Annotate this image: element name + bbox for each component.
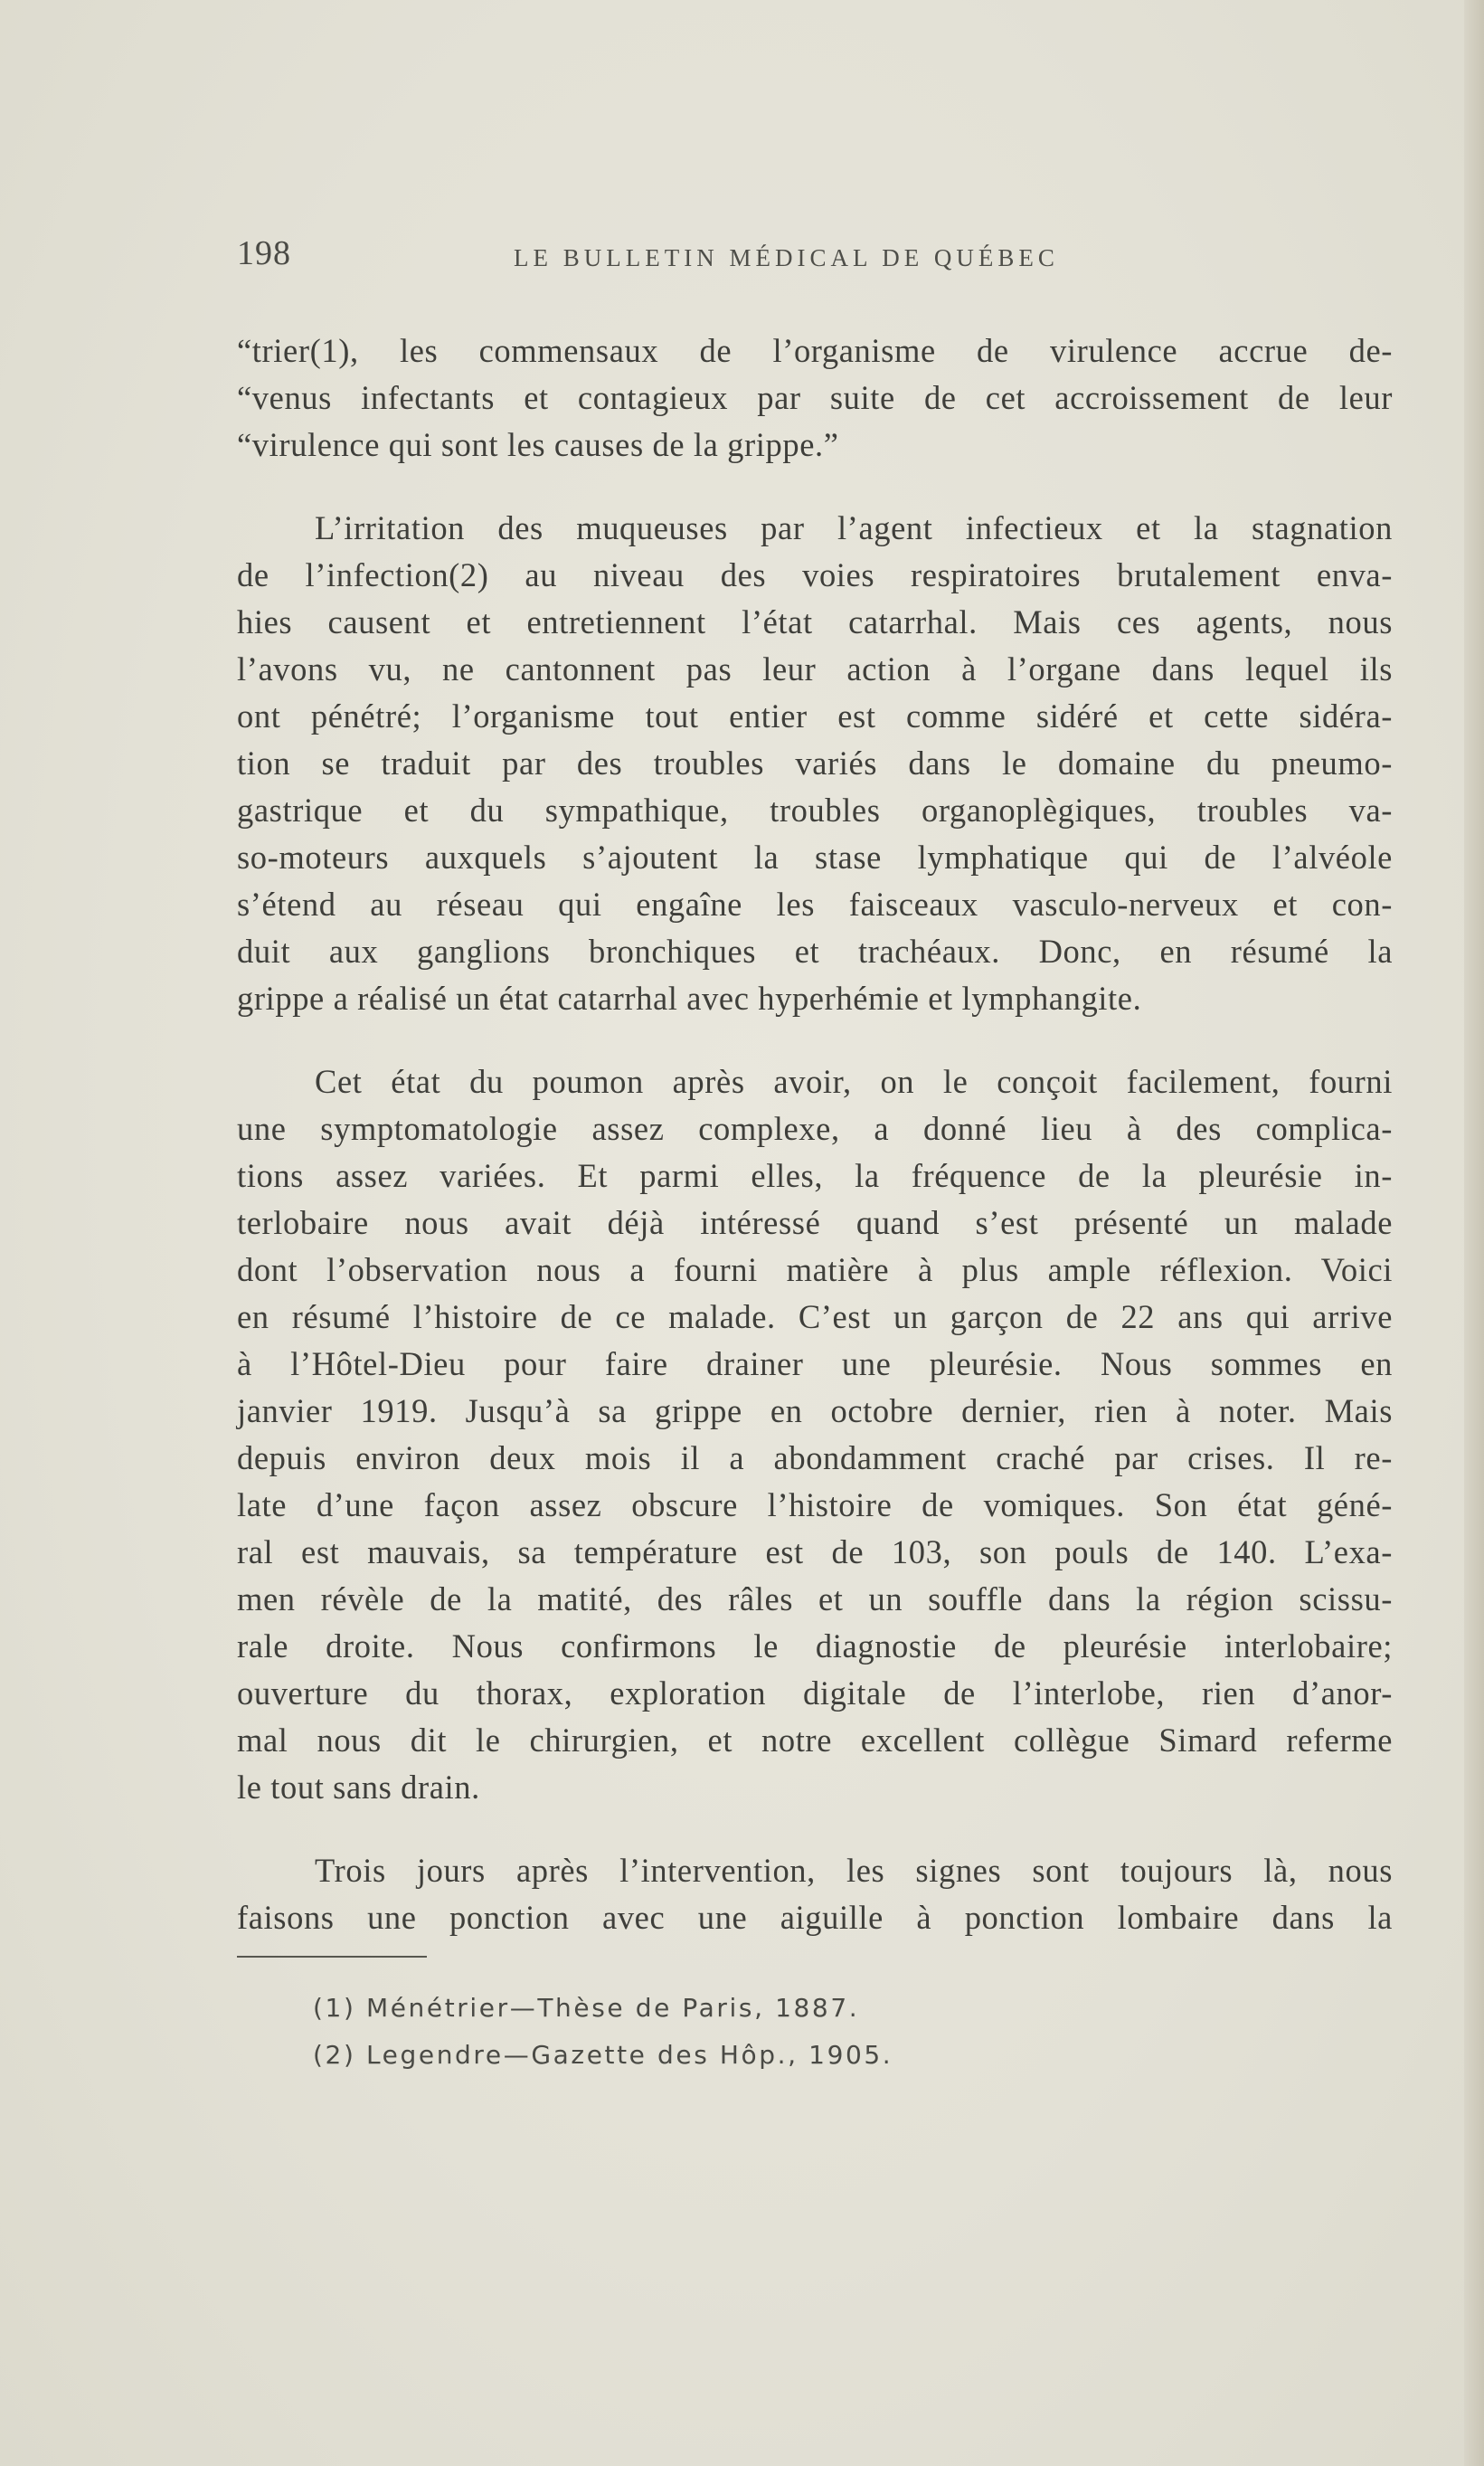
- text-line: gastrique et du sympathique, troubles organoplègiques, troubles va-: [237, 792, 1393, 829]
- footnote-divider: [237, 1956, 427, 1958]
- text-line: Trois jours après l’intervention, les signes sont toujours là, nous: [315, 1852, 1393, 1889]
- text-line: mal nous dit le chirurgien, et notre excellent collègue Simard referme: [237, 1721, 1393, 1759]
- text-line: so-moteurs auxquels s’ajoutent la stase lymphatique qui de l’alvéole: [237, 839, 1393, 876]
- text-line: terlobaire nous avait déjà intéressé quand s’est présenté un malade: [237, 1204, 1393, 1241]
- text-line: L’irritation des muqueuses par l’agent infectieux et la stagnation: [315, 509, 1393, 546]
- text-line: faisons une ponction avec une aiguille à ponction lombaire dans la: [237, 1899, 1393, 1936]
- text-line: le tout sans drain.: [237, 1769, 480, 1806]
- text-line: “venus infectants et contagieux par suite de cet accroissement de leur: [237, 379, 1393, 416]
- paragraph-4: [237, 1847, 1393, 1941]
- text-line: late d’une façon assez obscure l’histoire de vomiques. Son état géné-: [237, 1486, 1393, 1523]
- text-line: “trier(1), les commensaux de l’organisme de virulence accrue de-: [237, 332, 1393, 369]
- text-line: grippe a réalisé un état catarrhal avec hyperhémie et lymphangite.: [237, 980, 1142, 1017]
- text-line: dont l’observation nous a fourni matière à plus ample réflexion. Voici: [237, 1251, 1393, 1288]
- text-line: tion se traduit par des troubles variés dans le domaine du pneumo-: [237, 745, 1393, 782]
- text-line: à l’Hôtel-Dieu pour faire drainer une pleurésie. Nous sommes en: [237, 1345, 1393, 1382]
- running-title: LE BULLETIN MÉDICAL DE QUÉBEC: [514, 244, 1059, 271]
- text-line: men révèle de la matité, des râles et un souffle dans la région scissu-: [237, 1580, 1393, 1617]
- footnote-2: (2) Legendre—Gazette des Hôp., 1905.: [313, 2040, 893, 2070]
- text-line: ont pénétré; l’organisme tout entier est comme sidéré et cette sidéra-: [237, 697, 1393, 735]
- text-line: Cet état du poumon après avoir, on le conçoit facilement, fourni: [315, 1063, 1393, 1100]
- text-line: tions assez variées. Et parmi elles, la fréquence de la pleurésie in-: [237, 1157, 1393, 1194]
- text-line: l’avons vu, ne cantonnent pas leur action à l’organe dans lequel ils: [237, 650, 1393, 688]
- text-line: depuis environ deux mois il a abondamment craché par crises. Il re-: [237, 1439, 1393, 1476]
- text-line: rale droite. Nous confirmons le diagnostie de pleurésie interlobaire;: [237, 1627, 1393, 1665]
- text-line: ouverture du thorax, exploration digitale de l’interlobe, rien d’anor-: [237, 1674, 1393, 1712]
- text-line: ral est mauvais, sa température est de 103, son pouls de 140. L’exa-: [237, 1533, 1393, 1570]
- page-number: 198: [237, 234, 291, 272]
- text-line: “virulence qui sont les causes de la grippe.”: [237, 426, 839, 463]
- text-line: duit aux ganglions bronchiques et trachéaux. Donc, en résumé la: [237, 933, 1393, 970]
- text-line: une symptomatologie assez complexe, a donné lieu à des complica-: [237, 1110, 1393, 1147]
- text-line: s’étend au réseau qui engaîne les faisceaux vasculo-nerveux et con-: [237, 886, 1393, 923]
- text-line: hies causent et entretiennent l’état catarrhal. Mais ces agents, nous: [237, 603, 1393, 640]
- page-header: [237, 233, 1141, 279]
- body-text: [237, 327, 1393, 1978]
- footnote-1: (1) Ménétrier—Thèse de Paris, 1887.: [313, 1993, 860, 2023]
- text-line: janvier 1919. Jusqu’à sa grippe en octobre dernier, rien à noter. Mais: [237, 1392, 1393, 1429]
- paragraph-3: [237, 1058, 1393, 1811]
- footnotes: [313, 1985, 893, 2079]
- paragraph-1: [237, 327, 1393, 469]
- text-line: en résumé l’histoire de ce malade. C’est un garçon de 22 ans qui arrive: [237, 1298, 1393, 1335]
- page-edge: [1464, 0, 1484, 2466]
- text-line: de l’infection(2) au niveau des voies respiratoires brutalement enva-: [237, 556, 1393, 593]
- paragraph-2: [237, 505, 1393, 1022]
